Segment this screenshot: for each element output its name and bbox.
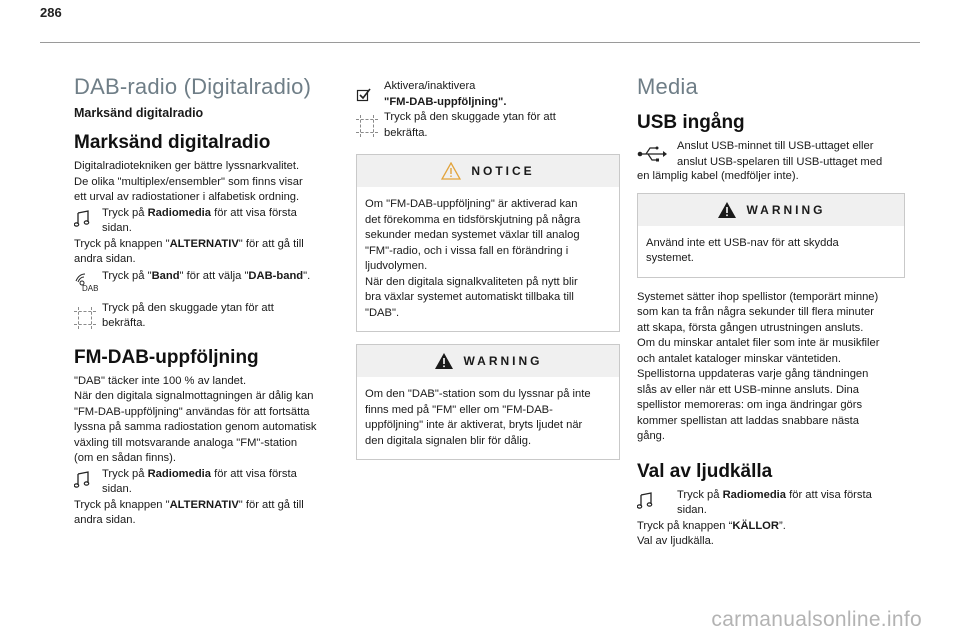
section-title: Marksänd digitalradio [74,132,271,153]
music-note-icon [74,471,90,489]
warning-triangle-icon [717,201,737,219]
shaded-area-icon [74,307,96,329]
intro-line: De olika "multiplex/ensembler" som finns visar [74,175,303,188]
warning-line: finns med på "FM" eller om "FM-DAB- [365,403,553,416]
body-line: slås av eller när ett USB-minne ansluts. Dina [637,383,859,396]
step-text: Tryck på " [102,269,152,282]
section-title: Val av ljudkälla [637,460,773,482]
step-text: Tryck på den skuggade ytan för att [102,301,274,314]
warning-line: uppföljning" inte är aktiverat, bryts ljudet när [365,419,583,431]
step-row [356,79,620,110]
warning-line: systemet. [646,252,694,264]
body-line: att skapa, första gången utrustningen ansluts. [637,321,864,334]
step-text: andra sidan. [74,514,136,526]
step-text: " för att välja " [179,269,249,282]
warning-triangle-icon [434,352,454,370]
body-line: spellistor memoreras: om inga ändringar görs [637,399,863,411]
step-text-bold: " [384,95,390,108]
svg-text:DAB: DAB [82,283,99,293]
body-line: växling till motsvarande analoga "FM"-station [74,436,298,449]
step-text: bekräfta. [384,126,428,139]
step-text: andra sidan. [74,253,136,265]
step-text: för att visa första [211,206,297,219]
step-text: bekräfta. [102,317,146,329]
step-text: " för att gå till [238,237,304,250]
step-row [74,301,342,335]
shaded-area-icon [356,115,378,137]
page-number: 286 [40,5,62,20]
column-2 [356,79,620,460]
step-text: Tryck på knappen " [74,237,170,250]
body-line: Systemet sätter ihop spellistor (temporärt minne) [637,290,879,303]
watermark: carmanualsonline.info [711,608,922,631]
warning-box [637,193,905,278]
step-text: för att visa första [786,488,872,501]
notice-line: sekunder medan systemet växlar till analog [365,229,580,241]
step-text-bold: Radiomedia [147,467,212,480]
step-text-bold: Radiomedia [147,206,212,219]
step-text: Tryck på knappen " [74,498,170,511]
body-line: (om en sådan finns). [74,452,176,464]
step-text-bold: FM-DAB-uppföljning [389,95,499,108]
notice-box-header [357,155,619,187]
step-text: Tryck på den skuggade ytan för att [384,111,556,123]
notice-box-title: NOTICE [471,164,535,178]
notice-line: "DAB". [365,306,400,319]
notice-line: "FM"-radio, och i vissa fall en förändring i [365,244,569,257]
warning-box-header [357,345,619,377]
warning-line: den digitala signalen blir för dålig. [365,434,532,447]
step-text: Tryck på [102,467,148,480]
body-line: och antalet kataloger minskar väntetiden. [637,352,841,365]
body-line: När den digitala signalmottagningen är dålig kan [74,390,314,402]
music-note-icon [74,210,90,228]
notice-line: Om "FM-DAB-uppföljning" är aktiverad kan [365,198,578,210]
warning-line: Om den "DAB"-station som du lyssnar på inte [365,388,591,400]
warning-box-header [638,194,904,226]
notice-line: bra växlar systemet automatiskt tillbaka till [365,291,574,303]
chapter-title: Media [637,74,698,99]
body-line: "DAB" täcker inte 100 % av landet. [74,374,247,387]
section-title: USB ingång [637,112,745,133]
body-line: gång. [637,430,665,442]
step-text: sidan. [677,504,707,516]
step-row [637,139,905,170]
top-rule [40,42,920,43]
notice-triangle-icon [441,162,461,180]
step-text-bold: Radiomedia [722,488,787,501]
step-text: Tryck på knappen “ [637,519,733,532]
step-text: Tryck på [102,206,148,219]
step-text-bold: DAB-band [248,269,304,282]
warning-box [356,344,620,460]
step-row [74,467,342,498]
step-text-bold: ". [498,95,507,108]
body-line: Om du minskar antalet filer som inte är musikfiler [637,337,880,349]
step-text: " för att gå till [238,498,304,511]
step-text-bold: ALTERNATIV [169,498,239,511]
body-line: Spellistorna uppdateras varje gång tändningen [637,368,869,380]
step-text-bold: ALTERNATIV [169,237,239,250]
column-1 [74,44,342,529]
body-line: "FM-DAB-uppföljning" användas för att fortsätta [74,405,310,418]
step-row [74,269,342,295]
step-text-bold: KÄLLOR [732,519,779,532]
body-line: som kan ta från några sekunder till flera minuter [637,306,874,318]
notice-line: det förekomma en tidsförskjutning på några [365,213,581,226]
body-line: lyssna på samma radiostation genom automatisk [74,421,317,433]
step-text: Aktivera/inaktivera [384,80,476,92]
step-text: Val av ljudkälla. [637,535,714,547]
column-3 [637,44,905,550]
step-row [356,110,620,142]
step-row [637,488,905,519]
step-text: Anslut USB-minnet till USB-uttaget eller [677,140,874,152]
warning-line: Använd inte ett USB-nav för att skydda [646,236,839,249]
step-row [74,206,342,237]
body-line: kommer spellistan att laddas snabbare nästa [637,414,860,427]
subheading: Marksänd digitalradio [74,106,204,120]
step-text: Tryck på [677,488,723,501]
step-text: ". [303,269,311,282]
step-text-bold: Band [151,269,180,282]
notice-line: När den digitala signalkvaliteten på nytt blir [365,275,578,288]
warning-box-title: WARNING [463,354,543,368]
step-text: ”. [778,519,786,532]
step-text: en lämplig kabel (medföljer inte). [637,170,799,182]
intro-line: ett urval av radiostationer i alfabetisk ordning. [74,191,300,203]
intro-line: Digitalradiotekniken ger bättre lyssnarkvalitet. [74,160,300,172]
checkbox-icon [356,86,372,102]
step-text: sidan. [102,483,132,495]
notice-line: ljudvolymen. [365,260,428,272]
music-note-icon [637,492,653,510]
step-text: för att visa första [211,467,297,480]
usb-icon [637,146,667,162]
dab-icon [74,271,100,293]
notice-box [356,154,620,332]
section-title: FM-DAB-uppföljning [74,346,259,368]
warning-box-title: WARNING [746,202,826,217]
step-text: sidan. [102,222,132,234]
step-text: anslut USB-spelaren till USB-uttaget med [677,155,883,168]
chapter-title: DAB-radio (Digitalradio) [74,74,312,99]
